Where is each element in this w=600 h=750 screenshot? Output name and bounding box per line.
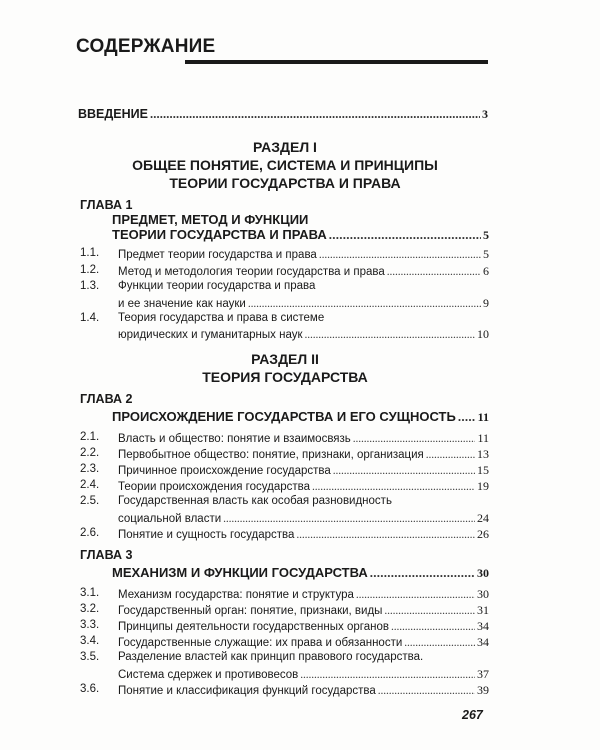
chapter-title: МЕХАНИЗМ И ФУНКЦИИ ГОСУДАРСТВА [112,565,368,580]
toc-entry-intro [78,107,488,122]
toc-entry [118,463,489,478]
leader-dots [223,513,475,525]
toc-entry-page: 34 [477,619,489,633]
toc-entry-label: и ее значение как науки [118,298,246,310]
leader-dots [387,266,481,278]
toc-entry [118,327,489,342]
chapter-title: ТЕОРИИ ГОСУДАРСТВА И ПРАВА [112,227,327,242]
item-number: 3.1. [80,587,100,599]
item-number: 3.5. [80,651,100,663]
toc-entry-label: Понятие и сущность государства [118,529,295,541]
toc-entry-page: 11 [477,410,489,424]
toc-entry-label: юридических и гуманитарных наук [118,329,303,341]
toc-entry-label: Государственный орган: понятие, признаки, виды [118,605,383,617]
chapter-title: ПРОИСХОЖДЕНИЕ ГОСУДАРСТВА И ЕГО СУЩНОСТЬ [112,409,456,424]
toc-entry-label-line: Функции теории государства и права [118,280,316,292]
section-title-line: ТЕОРИИ ГОСУДАРСТВА И ПРАВА [169,175,401,191]
leader-dots [458,409,476,425]
toc-entry-label: Предмет теории государства и права [118,249,317,261]
section-title-line: ТЕОРИЯ ГОСУДАРСТВА [202,369,368,385]
toc-entry-label: Механизм государства: понятие и структура [118,589,354,601]
toc-entry [118,264,489,279]
item-number: 3.2. [80,603,100,615]
toc-entry [118,247,489,262]
leader-dots [333,465,475,477]
section-title-line: ОБЩЕЕ ПОНЯТИЕ, СИСТЕМА И ПРИНЦИПЫ [132,157,438,173]
item-number: 3.3. [80,619,100,631]
section-heading [80,138,490,192]
toc-entry-label: Теории происхождения государства [118,481,311,493]
leader-dots [356,589,475,601]
chapter-label: ГЛАВА 1 [80,198,133,212]
leader-dots [329,227,481,243]
toc-entry-label: Понятие и классификация функций государства [118,685,376,697]
toc-entry-page: 19 [477,479,489,493]
title-rule [185,60,488,64]
chapter-title-line: ПРЕДМЕТ, МЕТОД И ФУНКЦИИ [112,212,309,227]
toc-entry [118,619,489,634]
section-heading [80,350,490,386]
toc-entry-label: Причинное происхождение государства [118,465,331,477]
chapter-label: ГЛАВА 2 [80,392,133,406]
leader-dots [353,433,476,445]
item-number: 2.3. [80,463,100,475]
toc-entry [118,447,489,462]
leader-dots [312,481,475,493]
leader-dots [305,329,475,341]
item-number: 1.1. [80,247,100,259]
toc-entry [118,527,489,542]
toc-entry-label: Метод и методология теории государства и права [118,266,385,278]
item-number: 3.6. [80,683,100,695]
toc-entry-page: 37 [477,667,489,681]
toc-entry-label: Власть и общество: понятие и взаимосвязь [118,433,351,445]
leader-dots [248,298,481,310]
toc-entry [118,635,489,650]
toc-entry [118,296,489,311]
toc-entry-page: 30 [477,587,489,601]
toc-entry [118,511,489,526]
leader-dots [300,669,475,681]
item-number: 2.4. [80,479,100,491]
toc-entry-label: Первобытное общество: понятие, признаки, организация [118,449,424,461]
toc-entry-chapter [112,227,489,243]
toc-entry [118,683,489,698]
toc-entry [118,667,489,682]
toc-entry-page: 11 [477,431,489,445]
leader-dots [319,249,481,261]
toc-entry-page: 24 [477,511,489,525]
toc-entry-page: 34 [477,635,489,649]
section-label: РАЗДЕЛ II [251,351,319,367]
leader-dots [296,529,475,541]
toc-entry [118,431,489,446]
toc-entry-chapter [112,565,489,581]
toc-entry-page: 3 [482,107,488,121]
leader-dots [370,565,475,581]
item-number: 1.2. [80,264,100,276]
toc-entry [118,587,489,602]
toc-entry-page: 15 [477,463,489,477]
item-number: 2.6. [80,527,100,539]
toc-entry-page: 39 [477,683,489,697]
section-label: РАЗДЕЛ I [253,139,317,155]
leader-dots [391,621,475,633]
toc-entry-page: 9 [483,296,489,310]
item-number: 1.3. [80,280,100,292]
leader-dots [404,637,475,649]
chapter-label: ГЛАВА 3 [80,548,133,562]
toc-entry-page: 31 [477,603,489,617]
item-number: 2.2. [80,447,100,459]
toc-entry-page: 6 [483,264,489,278]
item-number: 2.1. [80,431,100,443]
item-number: 1.4. [80,312,100,324]
toc-entry-page: 5 [483,247,489,261]
toc-entry-page: 30 [477,566,489,580]
page-title: СОДЕРЖАНИЕ [76,36,216,57]
leader-dots [150,107,480,122]
toc-entry-label-line: Разделение властей как принцип правового государства. [118,651,424,663]
toc-entry [118,479,489,494]
toc-entry-page: 26 [477,527,489,541]
leader-dots [384,605,475,617]
item-number: 3.4. [80,635,100,647]
toc-entry [118,603,489,618]
toc-entry-label-line: Теория государства и права в системе [118,312,325,324]
toc-entry-label: Государственные служащие: их права и обязанности [118,637,403,649]
toc-entry-label: Принципы деятельности государственных органов [118,621,389,633]
leader-dots [378,685,475,697]
toc-entry-label-line: Государственная власть как особая разновидность [118,495,392,507]
toc-entry-label: ВВЕДЕНИЕ [78,107,148,121]
toc-entry-page: 13 [477,447,489,461]
toc-entry-page: 5 [483,228,489,242]
toc-entry-label: Система сдержек и противовесов [118,669,299,681]
toc-entry-page: 10 [477,327,489,341]
item-number: 2.5. [80,495,100,507]
leader-dots [426,449,475,461]
toc-entry-label: социальной власти [118,513,222,525]
toc-entry-chapter [112,409,489,425]
page-number: 267 [462,708,483,722]
